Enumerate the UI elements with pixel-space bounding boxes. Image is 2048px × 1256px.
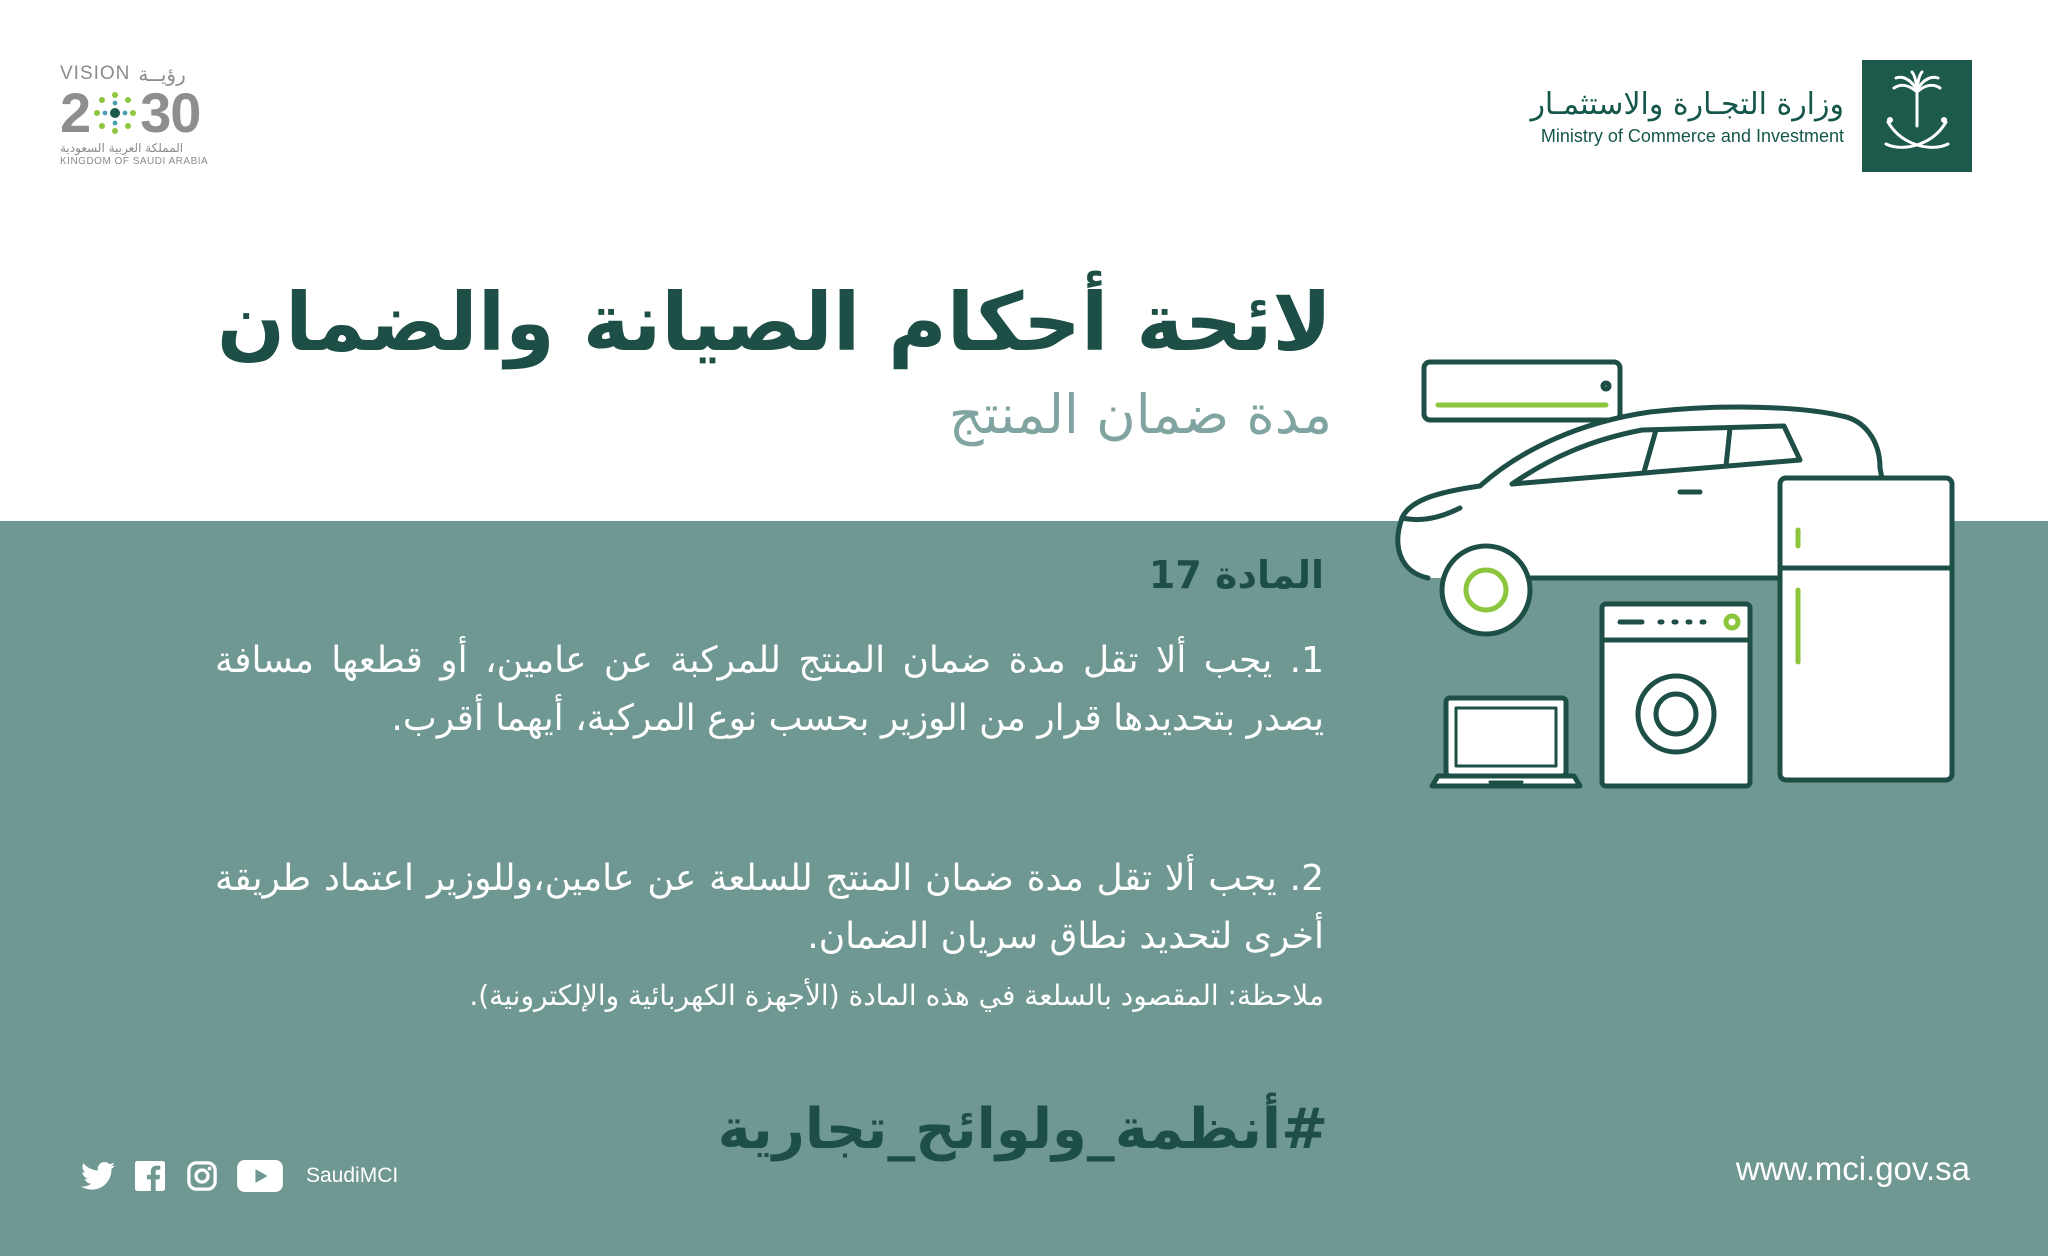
refrigerator-icon xyxy=(1780,478,1952,780)
social-handle[interactable]: SaudiMCI xyxy=(306,1164,399,1187)
saudi-emblem-icon xyxy=(1862,60,1972,172)
social-links xyxy=(80,1158,398,1194)
ministry-logo xyxy=(1530,60,1972,172)
air-conditioner-icon xyxy=(1424,362,1620,420)
instagram-icon[interactable] xyxy=(184,1158,220,1194)
article-paragraph-1: 1. يجب ألا تقل مدة ضمان المنتج للمركبة عن عامين، أو قطعها مسافة يصدر بتحديدها قرار من الوزير بحسب نوع المركبة، أيهما أقرب. xyxy=(215,640,1324,739)
vision-year-left: 2 xyxy=(60,81,91,144)
vision-year-right: 30 xyxy=(140,81,201,144)
vision-flower-icon xyxy=(91,89,139,137)
website-link[interactable]: www.mci.gov.sa xyxy=(1735,1150,1970,1187)
ministry-name-en: Ministry of Commerce and Investment xyxy=(1540,126,1844,146)
page-title: لائحة أحكام الصيانة والضمان xyxy=(216,276,1332,369)
vision-ar-label: رؤيــة xyxy=(138,62,186,86)
laptop-icon xyxy=(1432,698,1580,786)
article-note: ملاحظة: المقصود بالسلعة في هذه المادة (الأجهزة الكهربائية والإلكترونية). xyxy=(469,979,1324,1012)
washing-machine-icon xyxy=(1602,604,1750,786)
page-subtitle: مدة ضمان المنتج xyxy=(948,383,1332,446)
hashtag[interactable]: #أنظمة_ولوائح_تجارية xyxy=(717,1097,1328,1162)
youtube-icon[interactable] xyxy=(236,1158,284,1194)
products-illustration xyxy=(1380,350,1980,800)
vision-en-label: VISION xyxy=(60,63,131,84)
article-number: المادة 17 xyxy=(1148,553,1324,597)
vision-kingdom-ar: المملكة العربية السعودية xyxy=(60,141,184,155)
twitter-icon[interactable] xyxy=(80,1158,116,1194)
facebook-icon[interactable] xyxy=(132,1158,168,1194)
article-paragraph-2: 2. يجب ألا تقل مدة ضمان المنتج للسلعة عن عامين،وللوزير اعتماد طريقة أخرى لتحديد نطاق سريان الضمان. xyxy=(215,858,1324,957)
vision-year xyxy=(60,81,230,144)
vision-kingdom-en: KINGDOM OF SAUDI ARABIA xyxy=(60,156,209,167)
ministry-name xyxy=(1530,85,1844,147)
ministry-name-ar: وزارة التجـارة والاستثمـار xyxy=(1530,87,1844,122)
vision-2030-logo xyxy=(60,62,230,176)
